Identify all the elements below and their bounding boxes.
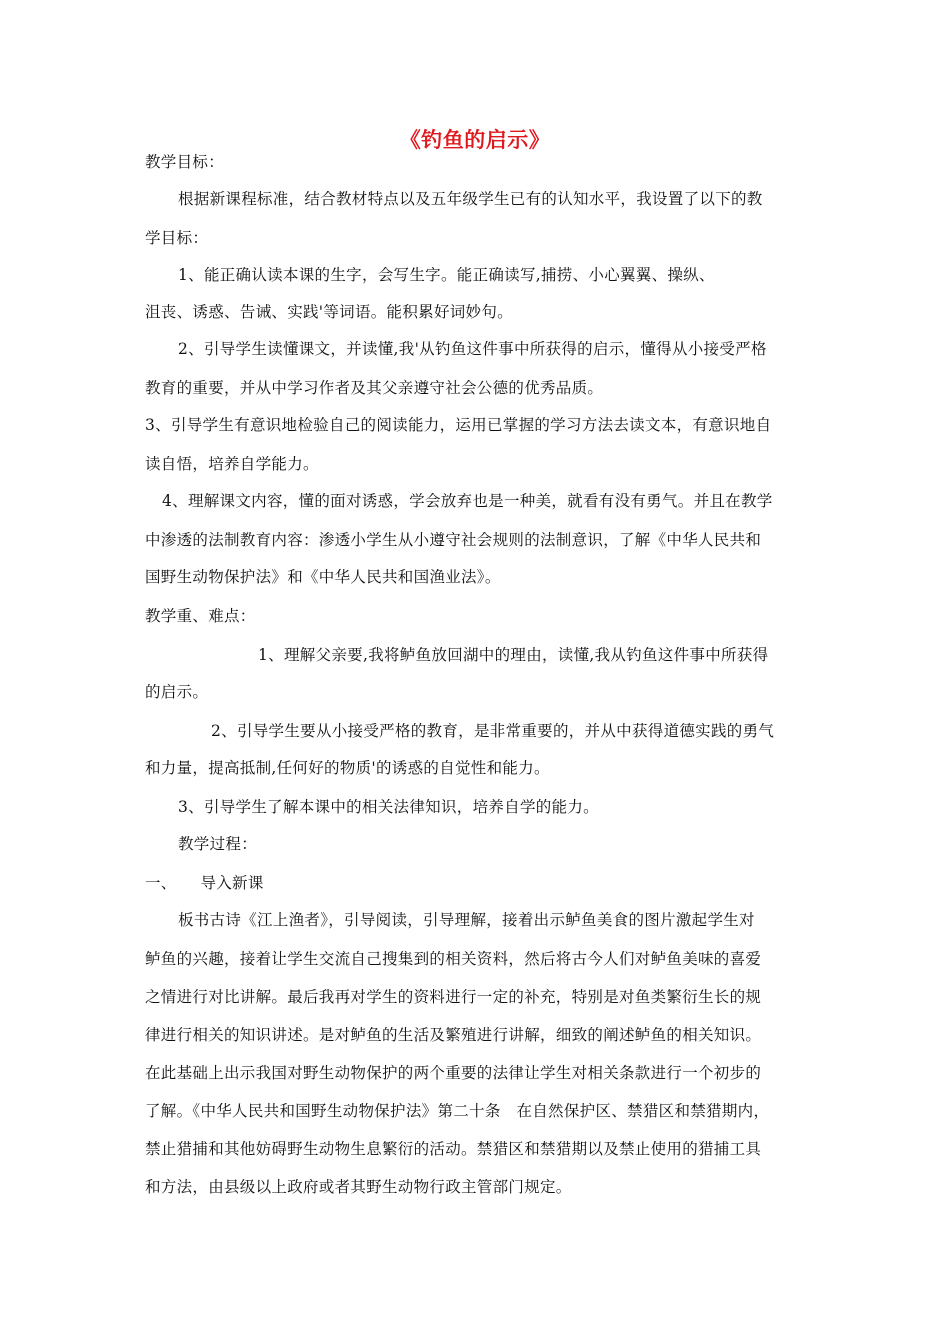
subsection-heading-intro: 一、 导入新课	[145, 874, 264, 892]
paragraph-line: 读自悟，培养自学能力。	[145, 455, 319, 473]
paragraph-line: 禁止猎捕和其他妨碍野生动物生息繁衍的活动。禁猎区和禁猎期以及禁止使用的猎捕工具	[145, 1140, 762, 1158]
section-heading-objectives: 教学目标：	[145, 153, 225, 171]
section-heading-key-points: 教学重、难点：	[145, 607, 256, 625]
document-title: 《钓鱼的启示》	[399, 127, 551, 152]
paragraph-line: 和方法，由县级以上政府或者其野生动物行政主管部门规定。	[145, 1178, 572, 1196]
paragraph-line: 国野生动物保护法》和《中华人民共和国渔业法》。	[145, 568, 501, 586]
paragraph-line: 沮丧、诱惑、告诫、实践'等词语。能积累好词妙句。	[145, 303, 513, 321]
objective-item-2: 2、引导学生读懂课文，并读懂,我'从钓鱼这件事中所获得的启示，懂得从小接受严格	[178, 340, 767, 358]
key-point-item-3: 3、引导学生了解本课中的相关法律知识，培养自学的能力。	[178, 798, 599, 816]
paragraph-line: 了解。《中华人民共和国野生动物保护法》第二十条 在自然保护区、禁猎区和禁猎期内，	[145, 1102, 770, 1120]
paragraph-line: 之情进行对比讲解。最后我再对学生的资料进行一定的补充，特别是对鱼类繁衍生长的规	[145, 988, 762, 1006]
paragraph-line: 学目标：	[145, 229, 209, 247]
key-point-item-2: 2、引导学生要从小接受严格的教育，是非常重要的，并从中获得道德实践的勇气	[211, 722, 775, 740]
objective-item-3: 3、引导学生有意识地检验自己的阅读能力，运用已掌握的学习方法去读文本，有意识地自	[145, 416, 772, 434]
paragraph-line: 板书古诗《江上渔者》，引导阅读，引导理解，接着出示鲈鱼美食的图片激起学生对	[178, 911, 755, 929]
paragraph-line: 律进行相关的知识讲述。是对鲈鱼的生活及繁殖进行讲解，细致的阐述鲈鱼的相关知识。	[145, 1026, 762, 1044]
paragraph-line: 的启示。	[145, 683, 209, 701]
section-heading-process: 教学过程：	[178, 835, 258, 853]
objective-item-4: 4、理解课文内容，懂的面对诱惑，学会放弃也是一种美，就看有没有勇气。并且在教学	[162, 492, 773, 510]
paragraph-line: 和力量，提高抵制,任何好的物质'的诱惑的自觉性和能力。	[145, 759, 550, 777]
paragraph-line: 根据新课程标准，结合教材特点以及五年级学生已有的认知水平，我设置了以下的教	[178, 190, 763, 208]
paragraph-line: 中渗透的法制教育内容：渗透小学生从小遵守社会规则的法制意识，了解《中华人民共和	[145, 531, 762, 549]
paragraph-line: 教育的重要，并从中学习作者及其父亲遵守社会公德的优秀品质。	[145, 379, 604, 397]
objective-item-1: 1、能正确认读本课的生字，会写生字。能正确读写,捕捞、小心翼翼、操纵、	[178, 266, 715, 284]
paragraph-line: 在此基础上出示我国对野生动物保护的两个重要的法律让学生对相关条款进行一个初步的	[145, 1064, 762, 1082]
key-point-item-1: 1、理解父亲要,我将鲈鱼放回湖中的理由，读懂,我从钓鱼这件事中所获得	[258, 646, 769, 664]
paragraph-line: 鲈鱼的兴趣，接着让学生交流自己搜集到的相关资料，然后将古今人们对鲈鱼美味的喜爱	[145, 950, 762, 968]
